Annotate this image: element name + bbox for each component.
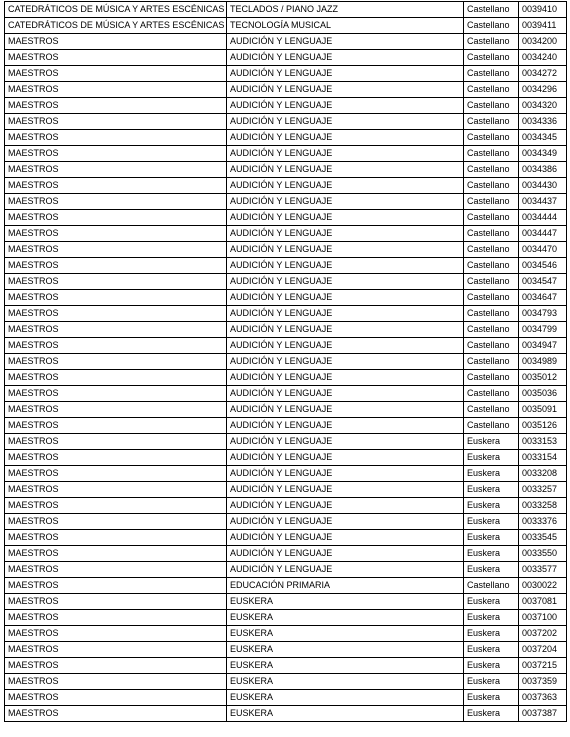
- codigo-cell: 0033153: [519, 434, 567, 450]
- especialidad-cell: AUDICIÓN Y LENGUAJE: [227, 194, 464, 210]
- especialidad-cell: AUDICIÓN Y LENGUAJE: [227, 386, 464, 402]
- table-row: [5, 642, 567, 658]
- idioma-cell: Euskera: [464, 562, 519, 578]
- table-row: [5, 178, 567, 194]
- table-row: [5, 530, 567, 546]
- table-row: [5, 98, 567, 114]
- table-row: [5, 2, 567, 18]
- codigo-cell: 0035036: [519, 386, 567, 402]
- table-row: [5, 290, 567, 306]
- codigo-cell: 0034296: [519, 82, 567, 98]
- table-row: [5, 226, 567, 242]
- table-row: [5, 434, 567, 450]
- cuerpo-cell: MAESTROS: [5, 338, 227, 354]
- idioma-cell: Euskera: [464, 546, 519, 562]
- codigo-cell: 0034793: [519, 306, 567, 322]
- cuerpo-cell: MAESTROS: [5, 146, 227, 162]
- especialidad-cell: AUDICIÓN Y LENGUAJE: [227, 402, 464, 418]
- table-row: [5, 610, 567, 626]
- codigo-cell: 0034386: [519, 162, 567, 178]
- table-row: [5, 322, 567, 338]
- idioma-cell: Castellano: [464, 130, 519, 146]
- table-row: [5, 338, 567, 354]
- table-row: [5, 482, 567, 498]
- especialidad-cell: AUDICIÓN Y LENGUAJE: [227, 322, 464, 338]
- idioma-cell: Castellano: [464, 306, 519, 322]
- cuerpo-cell: CATEDRÁTICOS DE MÚSICA Y ARTES ESCÉNICAS: [5, 18, 227, 34]
- cuerpo-cell: MAESTROS: [5, 626, 227, 642]
- especialidad-cell: AUDICIÓN Y LENGUAJE: [227, 482, 464, 498]
- cuerpo-cell: MAESTROS: [5, 674, 227, 690]
- especialidad-cell: EUSKERA: [227, 674, 464, 690]
- table-row: [5, 546, 567, 562]
- cuerpo-cell: MAESTROS: [5, 562, 227, 578]
- especialidad-cell: AUDICIÓN Y LENGUAJE: [227, 450, 464, 466]
- cuerpo-cell: MAESTROS: [5, 642, 227, 658]
- cuerpo-cell: MAESTROS: [5, 706, 227, 722]
- especialidad-cell: AUDICIÓN Y LENGUAJE: [227, 370, 464, 386]
- cuerpo-cell: MAESTROS: [5, 578, 227, 594]
- especialidad-cell: AUDICIÓN Y LENGUAJE: [227, 242, 464, 258]
- cuerpo-cell: MAESTROS: [5, 690, 227, 706]
- idioma-cell: Castellano: [464, 66, 519, 82]
- idioma-cell: Castellano: [464, 242, 519, 258]
- table-row: [5, 210, 567, 226]
- table-row: [5, 66, 567, 82]
- positions-table: [4, 1, 567, 722]
- cuerpo-cell: MAESTROS: [5, 370, 227, 386]
- idioma-cell: Castellano: [464, 274, 519, 290]
- cuerpo-cell: MAESTROS: [5, 354, 227, 370]
- table-row: [5, 274, 567, 290]
- table-row: [5, 18, 567, 34]
- codigo-cell: 0033258: [519, 498, 567, 514]
- idioma-cell: Castellano: [464, 210, 519, 226]
- table-row: [5, 626, 567, 642]
- idioma-cell: Euskera: [464, 466, 519, 482]
- especialidad-cell: EUSKERA: [227, 690, 464, 706]
- especialidad-cell: AUDICIÓN Y LENGUAJE: [227, 546, 464, 562]
- cuerpo-cell: MAESTROS: [5, 434, 227, 450]
- codigo-cell: 0034447: [519, 226, 567, 242]
- cuerpo-cell: MAESTROS: [5, 114, 227, 130]
- especialidad-cell: AUDICIÓN Y LENGUAJE: [227, 162, 464, 178]
- codigo-cell: 0037202: [519, 626, 567, 642]
- idioma-cell: Euskera: [464, 450, 519, 466]
- especialidad-cell: AUDICIÓN Y LENGUAJE: [227, 338, 464, 354]
- idioma-cell: Castellano: [464, 98, 519, 114]
- especialidad-cell: EUSKERA: [227, 658, 464, 674]
- idioma-cell: Castellano: [464, 18, 519, 34]
- idioma-cell: Euskera: [464, 514, 519, 530]
- especialidad-cell: AUDICIÓN Y LENGUAJE: [227, 34, 464, 50]
- table-row: [5, 34, 567, 50]
- idioma-cell: Euskera: [464, 642, 519, 658]
- idioma-cell: Castellano: [464, 290, 519, 306]
- table-row: [5, 82, 567, 98]
- idioma-cell: Castellano: [464, 386, 519, 402]
- cuerpo-cell: MAESTROS: [5, 466, 227, 482]
- codigo-cell: 0034799: [519, 322, 567, 338]
- cuerpo-cell: MAESTROS: [5, 514, 227, 530]
- idioma-cell: Castellano: [464, 370, 519, 386]
- table-row: [5, 674, 567, 690]
- codigo-cell: 0035012: [519, 370, 567, 386]
- codigo-cell: 0033577: [519, 562, 567, 578]
- especialidad-cell: EUSKERA: [227, 706, 464, 722]
- codigo-cell: 0037359: [519, 674, 567, 690]
- especialidad-cell: AUDICIÓN Y LENGUAJE: [227, 82, 464, 98]
- cuerpo-cell: MAESTROS: [5, 418, 227, 434]
- codigo-cell: 0034470: [519, 242, 567, 258]
- especialidad-cell: AUDICIÓN Y LENGUAJE: [227, 226, 464, 242]
- especialidad-cell: EUSKERA: [227, 594, 464, 610]
- especialidad-cell: TECLADOS / PIANO JAZZ: [227, 2, 464, 18]
- cuerpo-cell: MAESTROS: [5, 226, 227, 242]
- table-row: [5, 370, 567, 386]
- idioma-cell: Euskera: [464, 498, 519, 514]
- table-row: [5, 706, 567, 722]
- table-row: [5, 242, 567, 258]
- codigo-cell: 0034240: [519, 50, 567, 66]
- especialidad-cell: AUDICIÓN Y LENGUAJE: [227, 434, 464, 450]
- idioma-cell: Castellano: [464, 418, 519, 434]
- especialidad-cell: EDUCACIÓN PRIMARIA: [227, 578, 464, 594]
- idioma-cell: Euskera: [464, 706, 519, 722]
- table-row: [5, 658, 567, 674]
- codigo-cell: 0034320: [519, 98, 567, 114]
- cuerpo-cell: MAESTROS: [5, 82, 227, 98]
- especialidad-cell: AUDICIÓN Y LENGUAJE: [227, 418, 464, 434]
- codigo-cell: 0034272: [519, 66, 567, 82]
- codigo-cell: 0034547: [519, 274, 567, 290]
- idioma-cell: Castellano: [464, 34, 519, 50]
- codigo-cell: 0037100: [519, 610, 567, 626]
- cuerpo-cell: MAESTROS: [5, 178, 227, 194]
- table-row: [5, 562, 567, 578]
- especialidad-cell: AUDICIÓN Y LENGUAJE: [227, 146, 464, 162]
- codigo-cell: 0034345: [519, 130, 567, 146]
- codigo-cell: 0037081: [519, 594, 567, 610]
- codigo-cell: 0034947: [519, 338, 567, 354]
- idioma-cell: Castellano: [464, 2, 519, 18]
- codigo-cell: 0037204: [519, 642, 567, 658]
- especialidad-cell: AUDICIÓN Y LENGUAJE: [227, 178, 464, 194]
- idioma-cell: Euskera: [464, 658, 519, 674]
- cuerpo-cell: MAESTROS: [5, 210, 227, 226]
- cuerpo-cell: MAESTROS: [5, 66, 227, 82]
- cuerpo-cell: CATEDRÁTICOS DE MÚSICA Y ARTES ESCÉNICAS: [5, 2, 227, 18]
- cuerpo-cell: MAESTROS: [5, 530, 227, 546]
- idioma-cell: Castellano: [464, 194, 519, 210]
- codigo-cell: 0037363: [519, 690, 567, 706]
- table-row: [5, 690, 567, 706]
- especialidad-cell: AUDICIÓN Y LENGUAJE: [227, 274, 464, 290]
- cuerpo-cell: MAESTROS: [5, 34, 227, 50]
- codigo-cell: 0033208: [519, 466, 567, 482]
- table-row: [5, 450, 567, 466]
- table-row: [5, 418, 567, 434]
- idioma-cell: Castellano: [464, 162, 519, 178]
- cuerpo-cell: MAESTROS: [5, 194, 227, 210]
- idioma-cell: Euskera: [464, 530, 519, 546]
- codigo-cell: 0034989: [519, 354, 567, 370]
- codigo-cell: 0034444: [519, 210, 567, 226]
- codigo-cell: 0037215: [519, 658, 567, 674]
- especialidad-cell: AUDICIÓN Y LENGUAJE: [227, 50, 464, 66]
- table-row: [5, 498, 567, 514]
- especialidad-cell: AUDICIÓN Y LENGUAJE: [227, 530, 464, 546]
- table-row: [5, 354, 567, 370]
- especialidad-cell: AUDICIÓN Y LENGUAJE: [227, 210, 464, 226]
- table-row: [5, 402, 567, 418]
- codigo-cell: 0034349: [519, 146, 567, 162]
- table-row: [5, 258, 567, 274]
- idioma-cell: Euskera: [464, 482, 519, 498]
- especialidad-cell: AUDICIÓN Y LENGUAJE: [227, 258, 464, 274]
- especialidad-cell: AUDICIÓN Y LENGUAJE: [227, 562, 464, 578]
- cuerpo-cell: MAESTROS: [5, 482, 227, 498]
- idioma-cell: Euskera: [464, 594, 519, 610]
- especialidad-cell: TECNOLOGÍA MUSICAL: [227, 18, 464, 34]
- cuerpo-cell: MAESTROS: [5, 50, 227, 66]
- especialidad-cell: AUDICIÓN Y LENGUAJE: [227, 114, 464, 130]
- codigo-cell: 0035126: [519, 418, 567, 434]
- cuerpo-cell: MAESTROS: [5, 306, 227, 322]
- codigo-cell: 0039411: [519, 18, 567, 34]
- codigo-cell: 0034200: [519, 34, 567, 50]
- table-row: [5, 130, 567, 146]
- table-row: [5, 594, 567, 610]
- idioma-cell: Euskera: [464, 674, 519, 690]
- codigo-cell: 0033376: [519, 514, 567, 530]
- codigo-cell: 0034647: [519, 290, 567, 306]
- table-row: [5, 514, 567, 530]
- codigo-cell: 0033154: [519, 450, 567, 466]
- cuerpo-cell: MAESTROS: [5, 546, 227, 562]
- cuerpo-cell: MAESTROS: [5, 290, 227, 306]
- idioma-cell: Castellano: [464, 178, 519, 194]
- table-row: [5, 162, 567, 178]
- cuerpo-cell: MAESTROS: [5, 610, 227, 626]
- cuerpo-cell: MAESTROS: [5, 386, 227, 402]
- table-row: [5, 50, 567, 66]
- cuerpo-cell: MAESTROS: [5, 450, 227, 466]
- cuerpo-cell: MAESTROS: [5, 322, 227, 338]
- especialidad-cell: AUDICIÓN Y LENGUAJE: [227, 466, 464, 482]
- table-row: [5, 114, 567, 130]
- idioma-cell: Castellano: [464, 322, 519, 338]
- codigo-cell: 0030022: [519, 578, 567, 594]
- idioma-cell: Castellano: [464, 146, 519, 162]
- idioma-cell: Euskera: [464, 626, 519, 642]
- codigo-cell: 0033550: [519, 546, 567, 562]
- especialidad-cell: AUDICIÓN Y LENGUAJE: [227, 354, 464, 370]
- especialidad-cell: AUDICIÓN Y LENGUAJE: [227, 290, 464, 306]
- especialidad-cell: AUDICIÓN Y LENGUAJE: [227, 66, 464, 82]
- cuerpo-cell: MAESTROS: [5, 274, 227, 290]
- idioma-cell: Euskera: [464, 690, 519, 706]
- especialidad-cell: AUDICIÓN Y LENGUAJE: [227, 514, 464, 530]
- idioma-cell: Euskera: [464, 434, 519, 450]
- table-row: [5, 466, 567, 482]
- idioma-cell: Castellano: [464, 114, 519, 130]
- cuerpo-cell: MAESTROS: [5, 130, 227, 146]
- cuerpo-cell: MAESTROS: [5, 658, 227, 674]
- especialidad-cell: AUDICIÓN Y LENGUAJE: [227, 498, 464, 514]
- especialidad-cell: AUDICIÓN Y LENGUAJE: [227, 306, 464, 322]
- cuerpo-cell: MAESTROS: [5, 498, 227, 514]
- table-row: [5, 386, 567, 402]
- table-row: [5, 194, 567, 210]
- codigo-cell: 0039410: [519, 2, 567, 18]
- idioma-cell: Castellano: [464, 338, 519, 354]
- cuerpo-cell: MAESTROS: [5, 98, 227, 114]
- codigo-cell: 0034430: [519, 178, 567, 194]
- codigo-cell: 0033257: [519, 482, 567, 498]
- idioma-cell: Euskera: [464, 610, 519, 626]
- codigo-cell: 0037387: [519, 706, 567, 722]
- table-row: [5, 578, 567, 594]
- especialidad-cell: EUSKERA: [227, 642, 464, 658]
- table-row: [5, 306, 567, 322]
- especialidad-cell: AUDICIÓN Y LENGUAJE: [227, 130, 464, 146]
- especialidad-cell: AUDICIÓN Y LENGUAJE: [227, 98, 464, 114]
- idioma-cell: Castellano: [464, 82, 519, 98]
- codigo-cell: 0034546: [519, 258, 567, 274]
- idioma-cell: Castellano: [464, 578, 519, 594]
- codigo-cell: 0034437: [519, 194, 567, 210]
- codigo-cell: 0035091: [519, 402, 567, 418]
- cuerpo-cell: MAESTROS: [5, 594, 227, 610]
- especialidad-cell: EUSKERA: [227, 626, 464, 642]
- idioma-cell: Castellano: [464, 354, 519, 370]
- idioma-cell: Castellano: [464, 402, 519, 418]
- table-row: [5, 146, 567, 162]
- codigo-cell: 0033545: [519, 530, 567, 546]
- codigo-cell: 0034336: [519, 114, 567, 130]
- especialidad-cell: EUSKERA: [227, 610, 464, 626]
- cuerpo-cell: MAESTROS: [5, 402, 227, 418]
- idioma-cell: Castellano: [464, 226, 519, 242]
- cuerpo-cell: MAESTROS: [5, 258, 227, 274]
- idioma-cell: Castellano: [464, 258, 519, 274]
- cuerpo-cell: MAESTROS: [5, 162, 227, 178]
- cuerpo-cell: MAESTROS: [5, 242, 227, 258]
- idioma-cell: Castellano: [464, 50, 519, 66]
- table-body: [5, 2, 567, 722]
